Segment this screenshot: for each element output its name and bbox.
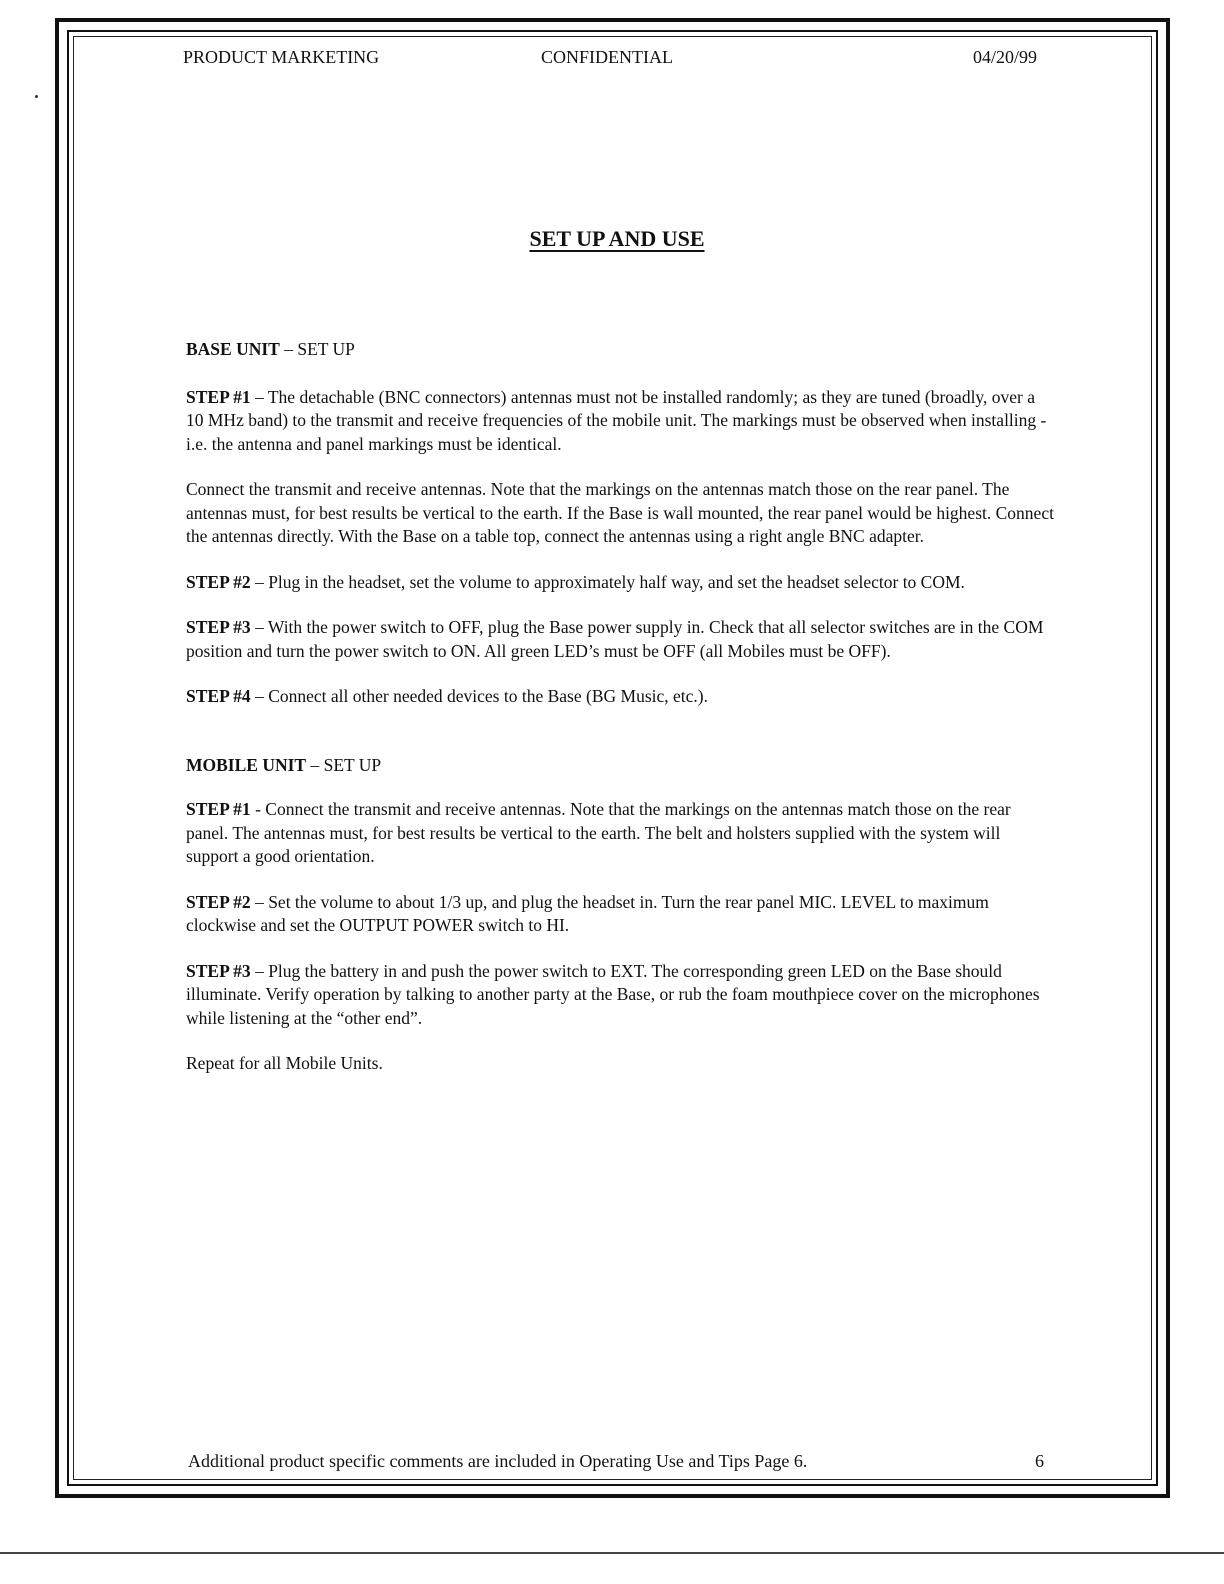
page-title-text: SET UP AND USE [529, 226, 705, 251]
mobile-step-3: STEP #3 – Plug the battery in and push the power switch to EXT. The corresponding green LED on the Base should illuminate. Verify operation by talking to another party at the Base, or rub the foam mouthpiece cover on the microphones while listening at the “other end”. [186, 960, 1040, 1028]
section-heading-mobile-unit: MOBILE UNIT – SET UP [186, 754, 382, 775]
base-step-4: STEP #4 – Connect all other needed devices to the Base (BG Music, etc.). [186, 686, 708, 706]
mobile-step-1: STEP #1 - Connect the transmit and receive antennas. Note that the markings on the antennas match those on the rear panel. The antennas must, for best results be vertical to the earth. The belt and holsters supplied with the system will support a good orientation. [186, 799, 1011, 866]
page-title [0, 226, 1224, 252]
page-number: 6 [1035, 1451, 1044, 1471]
document-body [186, 338, 1056, 1076]
closing-note: Repeat for all Mobile Units. [186, 1053, 383, 1073]
header-date: 04/20/99 [973, 47, 1038, 67]
footer-note: Additional product specific comments are included in Operating Use and Tips Page 6. [188, 1451, 808, 1471]
base-step-3: STEP #3 – With the power switch to OFF, plug the Base power supply in. Check that all selector switches are in the COM position and turn the power switch to ON. All green LED’s must be OFF (all Mobiles must be OFF). [186, 617, 1044, 661]
scan-bottom-rule [0, 1552, 1224, 1554]
base-step-1: STEP #1 – The detachable (BNC connectors) antennas must not be installed randomly; as they are tuned (broadly, over a 10 MHz band) to the transmit and receive frequencies of the mobile unit. The markings must be observed when installing - i.e. the antenna and panel markings must be identical. [186, 386, 1047, 454]
base-step-2: STEP #2 – Plug in the headset, set the volume to approximately half way, and set the headset selector to COM. [186, 571, 965, 592]
base-antenna-paragraph: Connect the transmit and receive antennas. Note that the markings on the antennas match those on the rear panel. The antennas must, for best results be vertical to the earth. If the Base is wall mounted, the rear panel would be highest. Connect the antennas directly. With the Base on a table top, connect the antennas using a right angle BNC adapter. [186, 479, 1054, 546]
header-classification: CONFIDENTIAL [541, 47, 673, 67]
scan-speck [35, 95, 38, 98]
page-header [0, 47, 1224, 71]
section-heading-base-unit: BASE UNIT – SET UP [186, 339, 355, 359]
header-department: PRODUCT MARKETING [183, 47, 380, 67]
mobile-step-2: STEP #2 – Set the volume to about 1/3 up, and plug the headset in. Turn the rear panel MIC. LEVEL to maximum clockwise and set the OUTPUT POWER switch to HI. [186, 891, 989, 935]
